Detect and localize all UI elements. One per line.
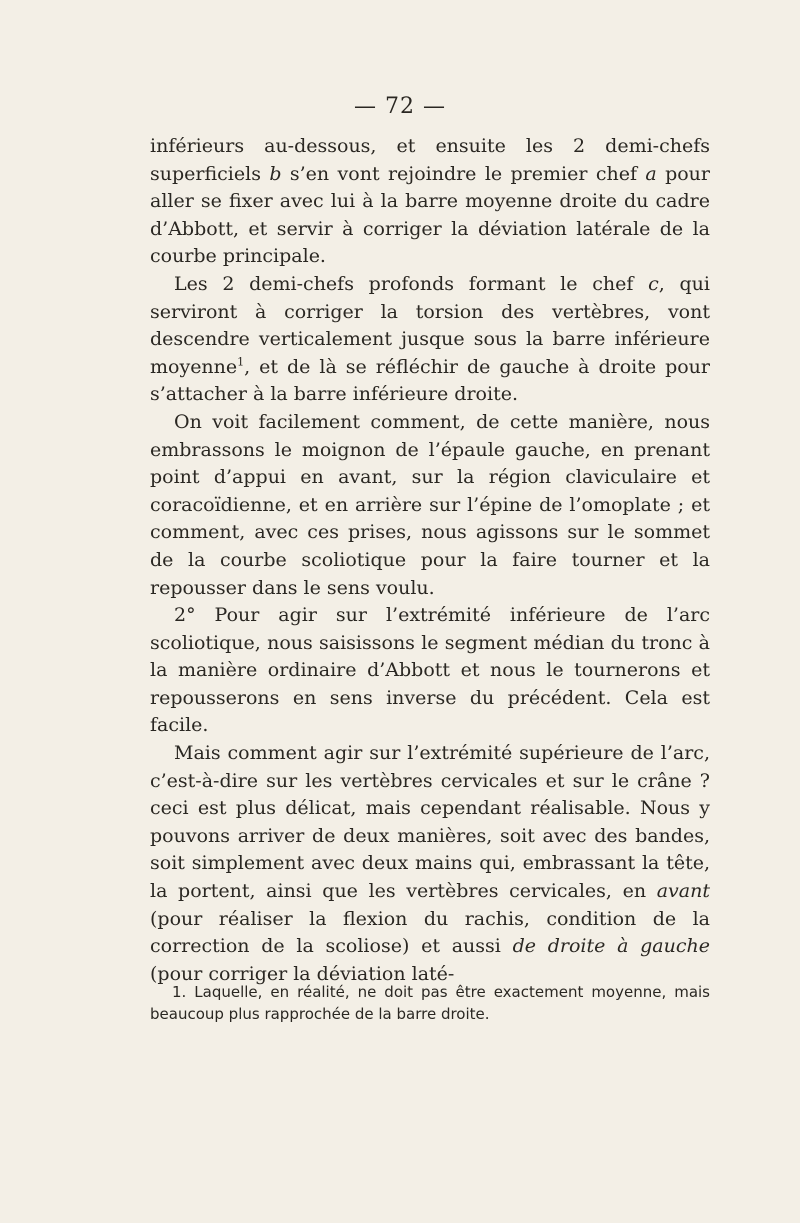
text-run: pour aller se fixer avec lui à la barre moyenne droite du cadre d’Abbott, et servir à corriger la déviation latérale de la courbe principale. xyxy=(150,162,710,268)
text-run: , qui serviront à corriger la torsion des vertèbres, vont descendre verticalement jusque sous la barre inférieure moyenne xyxy=(150,272,710,378)
text-run: Les 2 demi-chefs profonds formant le chef xyxy=(174,272,649,295)
paragraph xyxy=(150,133,710,271)
text-run: Mais comment agir sur l’extrémité supérieure de l’arc, c’est-à-dire sur les vertèbres cervicales et sur le crâne ? ceci est plus délicat, mais cependant réalisable. Nous y pouvons arriver de deux manières, soit avec des bandes, soit simplement avec deux mains qui, embrassant la tête, la portent, ainsi que les vertèbres cervicales, en xyxy=(150,742,710,903)
paragraph xyxy=(150,271,710,409)
italic-text: de droite à gauche xyxy=(512,935,710,958)
footnote-ref: 1 xyxy=(237,355,245,369)
text-run: s’en vont rejoindre le premier chef xyxy=(281,162,646,185)
italic-text: c xyxy=(648,272,659,295)
page-number: — 72 — xyxy=(354,94,446,119)
body-text xyxy=(150,133,710,988)
italic-text: avant xyxy=(656,880,710,903)
text-run: 2° Pour agir sur l’extrémité inférieure de l’arc scoliotique, nous saisissons le segment médian du tronc à la manière ordinaire d’Abbott et nous le tournerons et repousserons en sens inverse du précédent. Cela est facile. xyxy=(150,604,710,737)
text-run: , et de là se réfléchir de gauche à droite pour s’attacher à la barre inférieure droite. xyxy=(150,355,710,406)
text-run: (pour réaliser la flexion du rachis, condition de la correction de la scoliose) et aussi xyxy=(150,907,710,958)
text-run: On voit facilement comment, de cette manière, nous embrassons le moignon de l’épaule gauche, en prenant point d’appui en avant, sur la région claviculaire et coracoïdienne, et en arrière sur l’épine de l’omoplate ; et comment, avec ces prises, nous agissons sur le sommet de la courbe scoliotique pour la faire tourner et la repousser dans le sens voulu. xyxy=(150,410,710,599)
italic-text: a xyxy=(645,162,657,185)
italic-text: b xyxy=(269,162,282,185)
text-run: (pour corriger la déviation laté- xyxy=(150,962,455,985)
footnote: 1. Laquelle, en réalité, ne doit pas être exactement moyenne, mais beaucoup plus rapprochée de la barre droite. xyxy=(150,983,710,1023)
paragraph xyxy=(150,409,710,602)
paragraph xyxy=(150,602,710,740)
text-run: inférieurs au-dessous, et ensuite les 2 demi-chefs superficiels xyxy=(150,135,710,185)
paragraph xyxy=(150,740,710,988)
